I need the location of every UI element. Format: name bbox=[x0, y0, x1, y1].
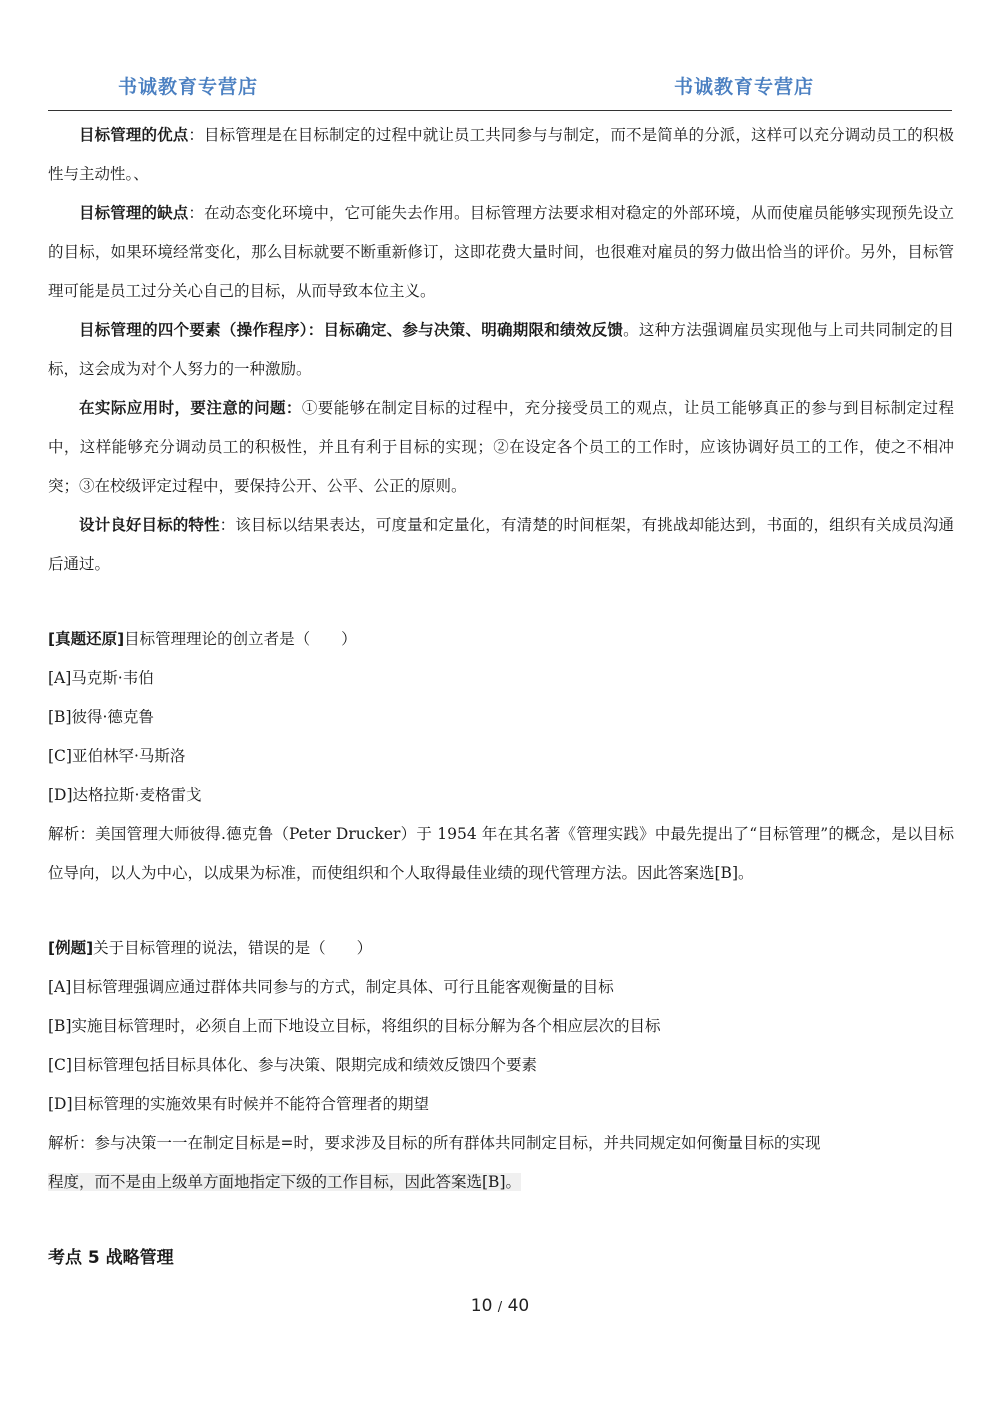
paragraph-text: ：该目标以结果表达，可度量和定量化，有清楚的时间框架，有挑战却能达到，书面的，组织有关成员沟通后通过。 bbox=[48, 516, 954, 573]
term: 目标管理的四个要素（操作程序）：目标确定、参与决策、明确期限和绩效反馈 bbox=[79, 321, 624, 339]
term: 设计良好目标的特性 bbox=[79, 516, 220, 534]
page-total: 40 bbox=[507, 1296, 530, 1316]
paragraph-advantages bbox=[48, 116, 954, 194]
page-separator: / bbox=[497, 1300, 503, 1315]
question-stem bbox=[48, 620, 954, 659]
option-b: [B]彼得·德克鲁 bbox=[48, 708, 154, 726]
document-body bbox=[48, 116, 954, 1276]
paragraph-good-goal-traits bbox=[48, 506, 954, 584]
analysis: 解析：美国管理大师彼得.德克鲁（Peter Drucker）于 1954 年在其名著《管理实践》中最先提出了“目标管理”的概念，是以目标位导向，以人为中心，以成果为标准，而使组织和个人取得最佳业绩的现代管理方法。因此答案选[B]。 bbox=[48, 825, 954, 882]
question-stem bbox=[48, 929, 954, 968]
term: 目标管理的优点 bbox=[79, 126, 189, 144]
option-a: [A]目标管理强调应通过群体共同参与的方式，制定具体、可行且能客观衡量的目标 bbox=[48, 978, 614, 996]
option-c: [C]亚伯林罕·马斯洛 bbox=[48, 747, 186, 765]
option-c: [C]目标管理包括目标具体化、参与决策、限期完成和绩效反馈四个要素 bbox=[48, 1056, 537, 1074]
paragraph-text: ①要能够在制定目标的过程中，充分接受员工的观点，让员工能够真正的参与到目标制定过程中，这样能够充分调动员工的积极性，并且有利于目标的实现；②在设定各个员工的工作时，应该协调好员工的工作，使之不相冲突；③在校级评定过程中，要保持公开、公平、公正的原则。 bbox=[48, 399, 954, 495]
option-d: [D]达格拉斯·麦格雷戈 bbox=[48, 786, 202, 804]
header-rule bbox=[48, 110, 952, 111]
paragraph-text: ：目标管理是在目标制定的过程中就让员工共同参与与制定，而不是简单的分派，这样可以充分调动员工的积极性与主动性。、 bbox=[48, 126, 954, 183]
brand-right: 书诚教育专营店 bbox=[674, 76, 815, 98]
question-tag: [真题还原] bbox=[48, 630, 125, 648]
paragraph-disadvantages bbox=[48, 194, 954, 311]
question-text: 目标管理理论的创立者是（ ） bbox=[124, 630, 357, 648]
option-d: [D]目标管理的实施效果有时候并不能符合管理者的期望 bbox=[48, 1095, 430, 1113]
term: 在实际应用时，要注意的问题： bbox=[79, 399, 302, 417]
page-number bbox=[0, 1296, 1000, 1316]
highlighted-text: 程度，而不是由上级单方面地指定下级的工作目标，因此答案选[B]。 bbox=[48, 1173, 521, 1191]
paragraph-four-elements bbox=[48, 311, 954, 389]
analysis-line-1: 解析：参与决策一一在制定目标是=时，要求涉及目标的所有群体共同制定目标，并共同规定如何衡量目标的实现 bbox=[48, 1134, 821, 1152]
page-header bbox=[0, 0, 1000, 112]
paragraph-text: 。这种方法强调雇员实现他与上司共同制定的目标，这会成为对个人努力的一种激励。 bbox=[48, 321, 954, 378]
question-block-2 bbox=[48, 929, 954, 1202]
question-tag: [例题] bbox=[48, 939, 94, 957]
page-current: 10 bbox=[470, 1296, 493, 1316]
option-a: [A]马克斯·韦伯 bbox=[48, 669, 154, 687]
option-b: [B]实施目标管理时，必须自上而下地设立目标，将组织的目标分解为各个相应层次的目标 bbox=[48, 1017, 661, 1035]
paragraph-text: ：在动态变化环境中，它可能失去作用。目标管理方法要求相对稳定的外部环境，从而使雇员能够实现预先设立的目标，如果环境经常变化，那么目标就要不断重新修订，这即花费大量时间，也很难对雇员的努力做出恰当的评价。另外，目标管理可能是员工过分关心自己的目标，从而导致本位主义。 bbox=[48, 204, 954, 300]
section-title: 考点 5 战略管理 bbox=[48, 1248, 174, 1268]
question-text: 关于目标管理的说法，错误的是（ ） bbox=[93, 939, 373, 957]
analysis-line-2 bbox=[48, 1163, 954, 1202]
term: 目标管理的缺点 bbox=[79, 204, 189, 222]
paragraph-application-issues bbox=[48, 389, 954, 506]
brand-left: 书诚教育专营店 bbox=[118, 76, 259, 98]
question-block-1 bbox=[48, 620, 954, 893]
